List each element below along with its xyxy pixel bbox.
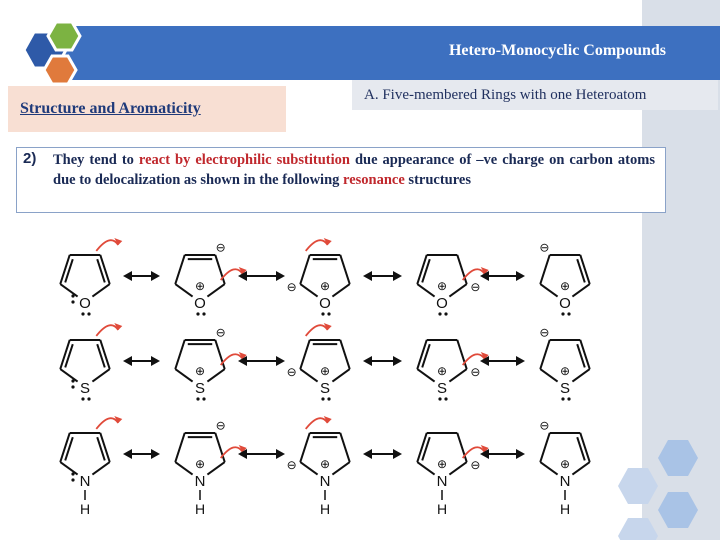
ring-bond — [417, 462, 434, 475]
ring-bond — [540, 369, 557, 382]
ring-bond — [100, 255, 109, 284]
ring-bond — [175, 340, 184, 369]
ring-bond — [417, 255, 426, 284]
ring-bond — [332, 369, 349, 382]
lone-pair-dot — [71, 294, 74, 297]
lone-pair-dot — [71, 472, 74, 475]
point-highlight: react by electrophilic substitution — [138, 152, 350, 168]
curved-arrow — [96, 240, 118, 251]
lone-pair-dot — [81, 312, 84, 315]
ring-bond — [60, 462, 77, 475]
ring-bond — [300, 462, 317, 475]
negative-charge: ⊖ — [470, 457, 481, 472]
point-text-part: due appearance of –ve charge on carbon atoms due to delocalization as shown in the following — [53, 152, 655, 188]
resonance-arrow-head — [151, 356, 160, 366]
lone-pair-dot — [327, 312, 330, 315]
ring-bond — [332, 284, 349, 297]
heteroatom-label: O — [436, 295, 448, 312]
resonance-arrow-head — [393, 449, 402, 459]
ring-bond — [60, 433, 69, 462]
ring-bond — [300, 369, 317, 382]
curved-arrow — [221, 354, 243, 365]
negative-charge: ⊖ — [470, 364, 481, 379]
ring-bond — [175, 284, 192, 297]
hexagon-logo-icon — [6, 18, 86, 92]
ring-bond — [580, 255, 589, 284]
resonance-arrow-head — [516, 356, 525, 366]
header-bar — [58, 26, 720, 80]
ring-bond — [457, 255, 466, 284]
ring-bond — [572, 284, 589, 297]
curved-arrow — [463, 269, 485, 280]
positive-charge: ⊕ — [559, 364, 571, 378]
ring-bond — [457, 433, 466, 462]
lone-pair-dot — [561, 312, 564, 315]
section-heading-text: Structure and Aromaticity — [20, 100, 201, 117]
lone-pair-dot — [438, 312, 441, 315]
heteroatom-label: S — [436, 380, 448, 397]
ring-bond — [207, 284, 224, 297]
positive-charge: ⊕ — [319, 279, 331, 293]
hydrogen-label: H — [436, 501, 448, 517]
hydrogen-label: H — [559, 501, 571, 517]
ring-bond — [457, 340, 466, 369]
resonance-arrow-head — [516, 449, 525, 459]
resonance-arrow-head — [363, 449, 372, 459]
negative-charge: ⊖ — [215, 240, 226, 255]
heteroatom-label: S — [559, 380, 571, 397]
ring-bond — [540, 433, 549, 462]
lone-pair-dot — [438, 397, 441, 400]
curved-arrow — [96, 325, 118, 336]
negative-charge: ⊖ — [470, 279, 481, 294]
ring-bond — [300, 433, 309, 462]
resonance-arrow-head — [363, 271, 372, 281]
lone-pair-dot — [196, 397, 199, 400]
hydrogen-label: H — [194, 501, 206, 517]
ring-bond — [92, 462, 109, 475]
positive-charge: ⊕ — [319, 364, 331, 378]
lone-pair-dot — [71, 478, 74, 481]
ring-bond — [215, 340, 224, 369]
lone-pair-dot — [202, 312, 205, 315]
positive-charge: ⊕ — [436, 279, 448, 293]
heteroatom-label: O — [559, 295, 571, 312]
subsection-heading-text: A. Five-membered Rings with one Heteroatom — [364, 87, 647, 103]
positive-charge: ⊕ — [194, 364, 206, 378]
lone-pair-dot — [321, 312, 324, 315]
ring-bond — [100, 340, 109, 369]
ring-bond — [60, 255, 69, 284]
point-number: 2) — [23, 150, 37, 167]
ring-bond — [572, 462, 589, 475]
ring-bond — [175, 369, 192, 382]
ring-bond — [340, 340, 349, 369]
lone-pair-dot — [87, 312, 90, 315]
negative-charge: ⊖ — [215, 325, 226, 340]
negative-charge: ⊖ — [539, 418, 550, 433]
negative-charge: ⊖ — [539, 240, 550, 255]
lone-pair-dot — [444, 312, 447, 315]
ring-bond — [580, 433, 589, 462]
heteroatom-label: S — [194, 380, 206, 397]
heteroatom-label: N — [559, 473, 571, 490]
ring-bond — [540, 340, 549, 369]
heteroatom-label: S — [319, 380, 331, 397]
resonance-arrow-head — [123, 449, 132, 459]
curved-arrow — [306, 325, 328, 336]
point-text-part: They tend to — [53, 152, 139, 168]
ring-bond — [207, 369, 224, 382]
curved-arrow — [306, 240, 328, 251]
curved-arrow — [221, 447, 243, 458]
resonance-arrow-head — [276, 449, 285, 459]
ring-bond — [175, 433, 184, 462]
curved-arrow — [96, 418, 118, 429]
ring-bond — [300, 340, 309, 369]
ring-bond — [417, 369, 434, 382]
resonance-structures-diagram — [30, 220, 630, 520]
resonance-arrow-head — [151, 449, 160, 459]
point-box — [16, 147, 666, 213]
negative-charge: ⊖ — [286, 457, 297, 472]
lone-pair-dot — [87, 397, 90, 400]
ring-bond — [92, 284, 109, 297]
ring-bond — [540, 462, 557, 475]
ring-bond — [449, 462, 466, 475]
ring-bond — [60, 369, 77, 382]
ring-bond — [449, 369, 466, 382]
slide-title: Hetero-Monocyclic Compounds — [448, 42, 666, 59]
resonance-arrow-head — [393, 356, 402, 366]
subsection-heading — [352, 80, 718, 110]
heteroatom-label: S — [79, 380, 91, 397]
heteroatom-label: N — [79, 473, 91, 490]
resonance-arrow-head — [363, 356, 372, 366]
heteroatom-label: N — [319, 473, 331, 490]
ring-bond — [332, 462, 349, 475]
negative-charge: ⊖ — [539, 325, 550, 340]
positive-charge: ⊕ — [194, 457, 206, 471]
hydrogen-label: H — [319, 501, 331, 517]
lone-pair-dot — [71, 300, 74, 303]
curved-arrow — [221, 269, 243, 280]
point-text — [53, 150, 655, 190]
curved-arrow — [463, 447, 485, 458]
ring-bond — [300, 284, 317, 297]
ring-bond — [92, 369, 109, 382]
ring-bond — [417, 340, 426, 369]
ring-bond — [207, 462, 224, 475]
positive-charge: ⊕ — [559, 279, 571, 293]
heteroatom-label: O — [79, 295, 91, 312]
ring-bond — [215, 433, 224, 462]
ring-bond — [540, 255, 549, 284]
resonance-arrow-head — [123, 271, 132, 281]
ring-bond — [100, 433, 109, 462]
lone-pair-dot — [321, 397, 324, 400]
positive-charge: ⊕ — [319, 457, 331, 471]
ring-bond — [340, 255, 349, 284]
point-highlight: resonance — [343, 172, 405, 188]
resonance-arrow-head — [151, 271, 160, 281]
resonance-arrow-head — [276, 271, 285, 281]
ring-bond — [60, 340, 69, 369]
lone-pair-dot — [444, 397, 447, 400]
hydrogen-label: H — [79, 501, 91, 517]
lone-pair-dot — [71, 385, 74, 388]
ring-bond — [449, 284, 466, 297]
lone-pair-dot — [327, 397, 330, 400]
curved-arrow — [463, 354, 485, 365]
positive-charge: ⊕ — [436, 364, 448, 378]
ring-bond — [340, 433, 349, 462]
ring-bond — [540, 284, 557, 297]
ring-bond — [572, 369, 589, 382]
negative-charge: ⊖ — [286, 364, 297, 379]
curved-arrow — [306, 418, 328, 429]
positive-charge: ⊕ — [559, 457, 571, 471]
ring-bond — [580, 340, 589, 369]
point-text-part: structures — [404, 172, 471, 188]
lone-pair-dot — [567, 312, 570, 315]
lone-pair-dot — [567, 397, 570, 400]
lone-pair-dot — [561, 397, 564, 400]
ring-bond — [417, 284, 434, 297]
heteroatom-label: N — [436, 473, 448, 490]
resonance-arrow-head — [516, 271, 525, 281]
lone-pair-dot — [202, 397, 205, 400]
ring-bond — [175, 255, 184, 284]
positive-charge: ⊕ — [436, 457, 448, 471]
section-heading — [8, 86, 286, 132]
ring-bond — [417, 433, 426, 462]
resonance-arrow-head — [123, 356, 132, 366]
lone-pair-dot — [71, 379, 74, 382]
lone-pair-dot — [81, 397, 84, 400]
positive-charge: ⊕ — [194, 279, 206, 293]
resonance-arrow-head — [276, 356, 285, 366]
resonance-arrow-head — [393, 271, 402, 281]
lone-pair-dot — [196, 312, 199, 315]
negative-charge: ⊖ — [215, 418, 226, 433]
heteroatom-label: N — [194, 473, 206, 490]
negative-charge: ⊖ — [286, 279, 297, 294]
ring-bond — [175, 462, 192, 475]
ring-bond — [300, 255, 309, 284]
ring-bond — [215, 255, 224, 284]
heteroatom-label: O — [319, 295, 331, 312]
ring-bond — [60, 284, 77, 297]
heteroatom-label: O — [194, 295, 206, 312]
